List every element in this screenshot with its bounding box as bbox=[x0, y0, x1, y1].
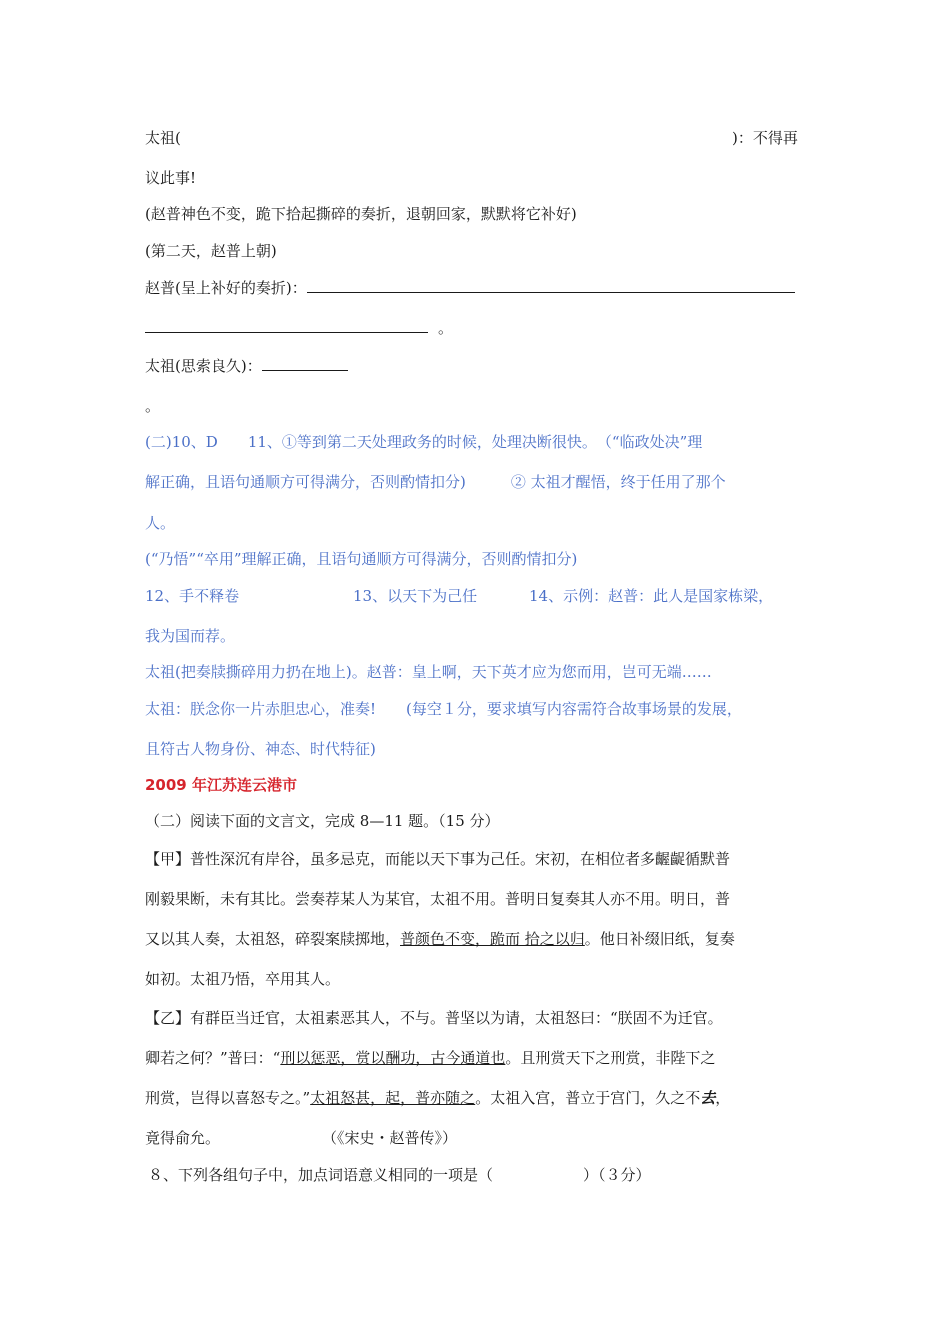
underlined-sentence: 太祖怒甚，起，普亦随之 bbox=[310, 1089, 476, 1107]
passage-source: （《宋史・赵普传》） bbox=[322, 1129, 458, 1147]
answer-line-4: (“乃悟”“卒用”理解正确，且语句通顺方可得满分，否则酌情扣分) bbox=[145, 550, 578, 568]
answer-line-1: (二)10、D 11、①等到第二天处理政务的时候，处理决断很快。 （“临政处决”理 bbox=[145, 433, 703, 451]
drama-taizu-open: 太祖( bbox=[145, 129, 181, 147]
answer-line-2: 解正确，且语句通顺方可得满分，否则酌情扣分) ② 太祖才醒悟，终于任用了那个 bbox=[145, 473, 726, 491]
stage-direction-2: (第二天，赵普上朝) bbox=[145, 242, 277, 260]
passage-jia-3 bbox=[145, 929, 735, 949]
passage-text: 。太祖入宫，普立于宫门，久之不 bbox=[475, 1089, 701, 1107]
drama-line2: 议此事! bbox=[145, 169, 197, 187]
drama-taizu-close: )：不得再 bbox=[732, 129, 798, 147]
question-text: ８、下列各组句子中，加点词语意义相同的一项是（ bbox=[148, 1166, 494, 1184]
passage-yi-4: 竟得俞允。 bbox=[145, 1129, 221, 1147]
taizu-think-line bbox=[145, 356, 348, 376]
question-8 bbox=[148, 1165, 651, 1185]
zhaopu-line-cont bbox=[145, 318, 453, 338]
passage-jia-1: 【甲】普性深沉有岸谷，虽多忌克，而能以天下事为己任。宋初，在相位者多齷齪循默普 bbox=[145, 850, 731, 868]
answer-line-7: 太祖(把奏牍撕碎用力扔在地上)。赵普：皇上啊，天下英才应为您而用，岂可无端…… bbox=[145, 663, 712, 681]
emphasized-word: 去 bbox=[700, 1089, 716, 1107]
answer-line-5b: 13、以天下为己任 bbox=[353, 587, 478, 605]
passage-text: 刑赏，岂得以喜怒专之。” bbox=[145, 1089, 311, 1107]
answer-line-3: 人。 bbox=[145, 514, 176, 532]
passage-yi-3 bbox=[145, 1088, 730, 1108]
answer-line-9: 且符古人物身份、神态、时代特征) bbox=[145, 740, 376, 758]
underlined-sentence: 刑以惩恶，赏以酬功，古今通道也 bbox=[280, 1049, 506, 1067]
passage-yi-1: 【乙】有群臣当迁官，太祖素恶其人，不与。普坚以为请，太祖怒曰：“朕固不为迁官。 bbox=[145, 1009, 723, 1027]
underlined-sentence: 普颜色不变，跪而 拾之以归 bbox=[400, 930, 585, 948]
answer-blank bbox=[262, 356, 348, 371]
passage-text: 又以其人奏，太祖怒，碎裂案牍掷地， bbox=[145, 930, 401, 948]
section-title: 2009 年江苏连云港市 bbox=[145, 776, 297, 794]
drama-taizu-line bbox=[145, 128, 181, 148]
passage-intro: （二）阅读下面的文言文，完成 8—11 题。（15 分） bbox=[145, 812, 500, 830]
answer-blank bbox=[145, 318, 428, 333]
passage-jia-4: 如初。太祖乃悟，卒用其人。 bbox=[145, 970, 341, 988]
passage-text: 卿若之何？”普曰：“ bbox=[145, 1049, 281, 1067]
taizu-think: 太祖(思索良久)： bbox=[145, 357, 262, 375]
answer-line-8: 太祖：朕念你一片赤胆忠心，准奏! (每空１分，要求填写内容需符合故事场景的发展， bbox=[145, 700, 742, 718]
answer-line-6: 我为国而荐。 bbox=[145, 627, 236, 645]
stage-direction-1: (赵普神色不变，跪下拾起撕碎的奏折，退朝回家，默默将它补好) bbox=[145, 205, 577, 223]
period-mark: 。 bbox=[145, 397, 161, 415]
answer-blank bbox=[307, 278, 795, 293]
answer-line-5c: 14、示例：赵普：此人是国家栋梁， bbox=[529, 587, 774, 605]
zhaopu-prefix: 赵普(呈上补好的奏折)： bbox=[145, 279, 307, 297]
passage-yi-2 bbox=[145, 1048, 715, 1068]
answer-line-5a: 12、手不释卷 bbox=[145, 587, 240, 605]
passage-text: 。且刑赏天下之刑赏，非陛下之 bbox=[505, 1049, 716, 1067]
end-mark: 。 bbox=[438, 319, 454, 337]
passage-text: ， bbox=[715, 1089, 731, 1107]
passage-jia-2: 刚毅果断，未有其比。尝奏荐某人为某官，太祖不用。普明日复奏其人亦不用。明日，普 bbox=[145, 890, 731, 908]
question-points: ）（３分） bbox=[583, 1166, 651, 1184]
zhaopu-line bbox=[145, 278, 795, 298]
passage-text: 。他日补缀旧纸，复奏 bbox=[584, 930, 735, 948]
